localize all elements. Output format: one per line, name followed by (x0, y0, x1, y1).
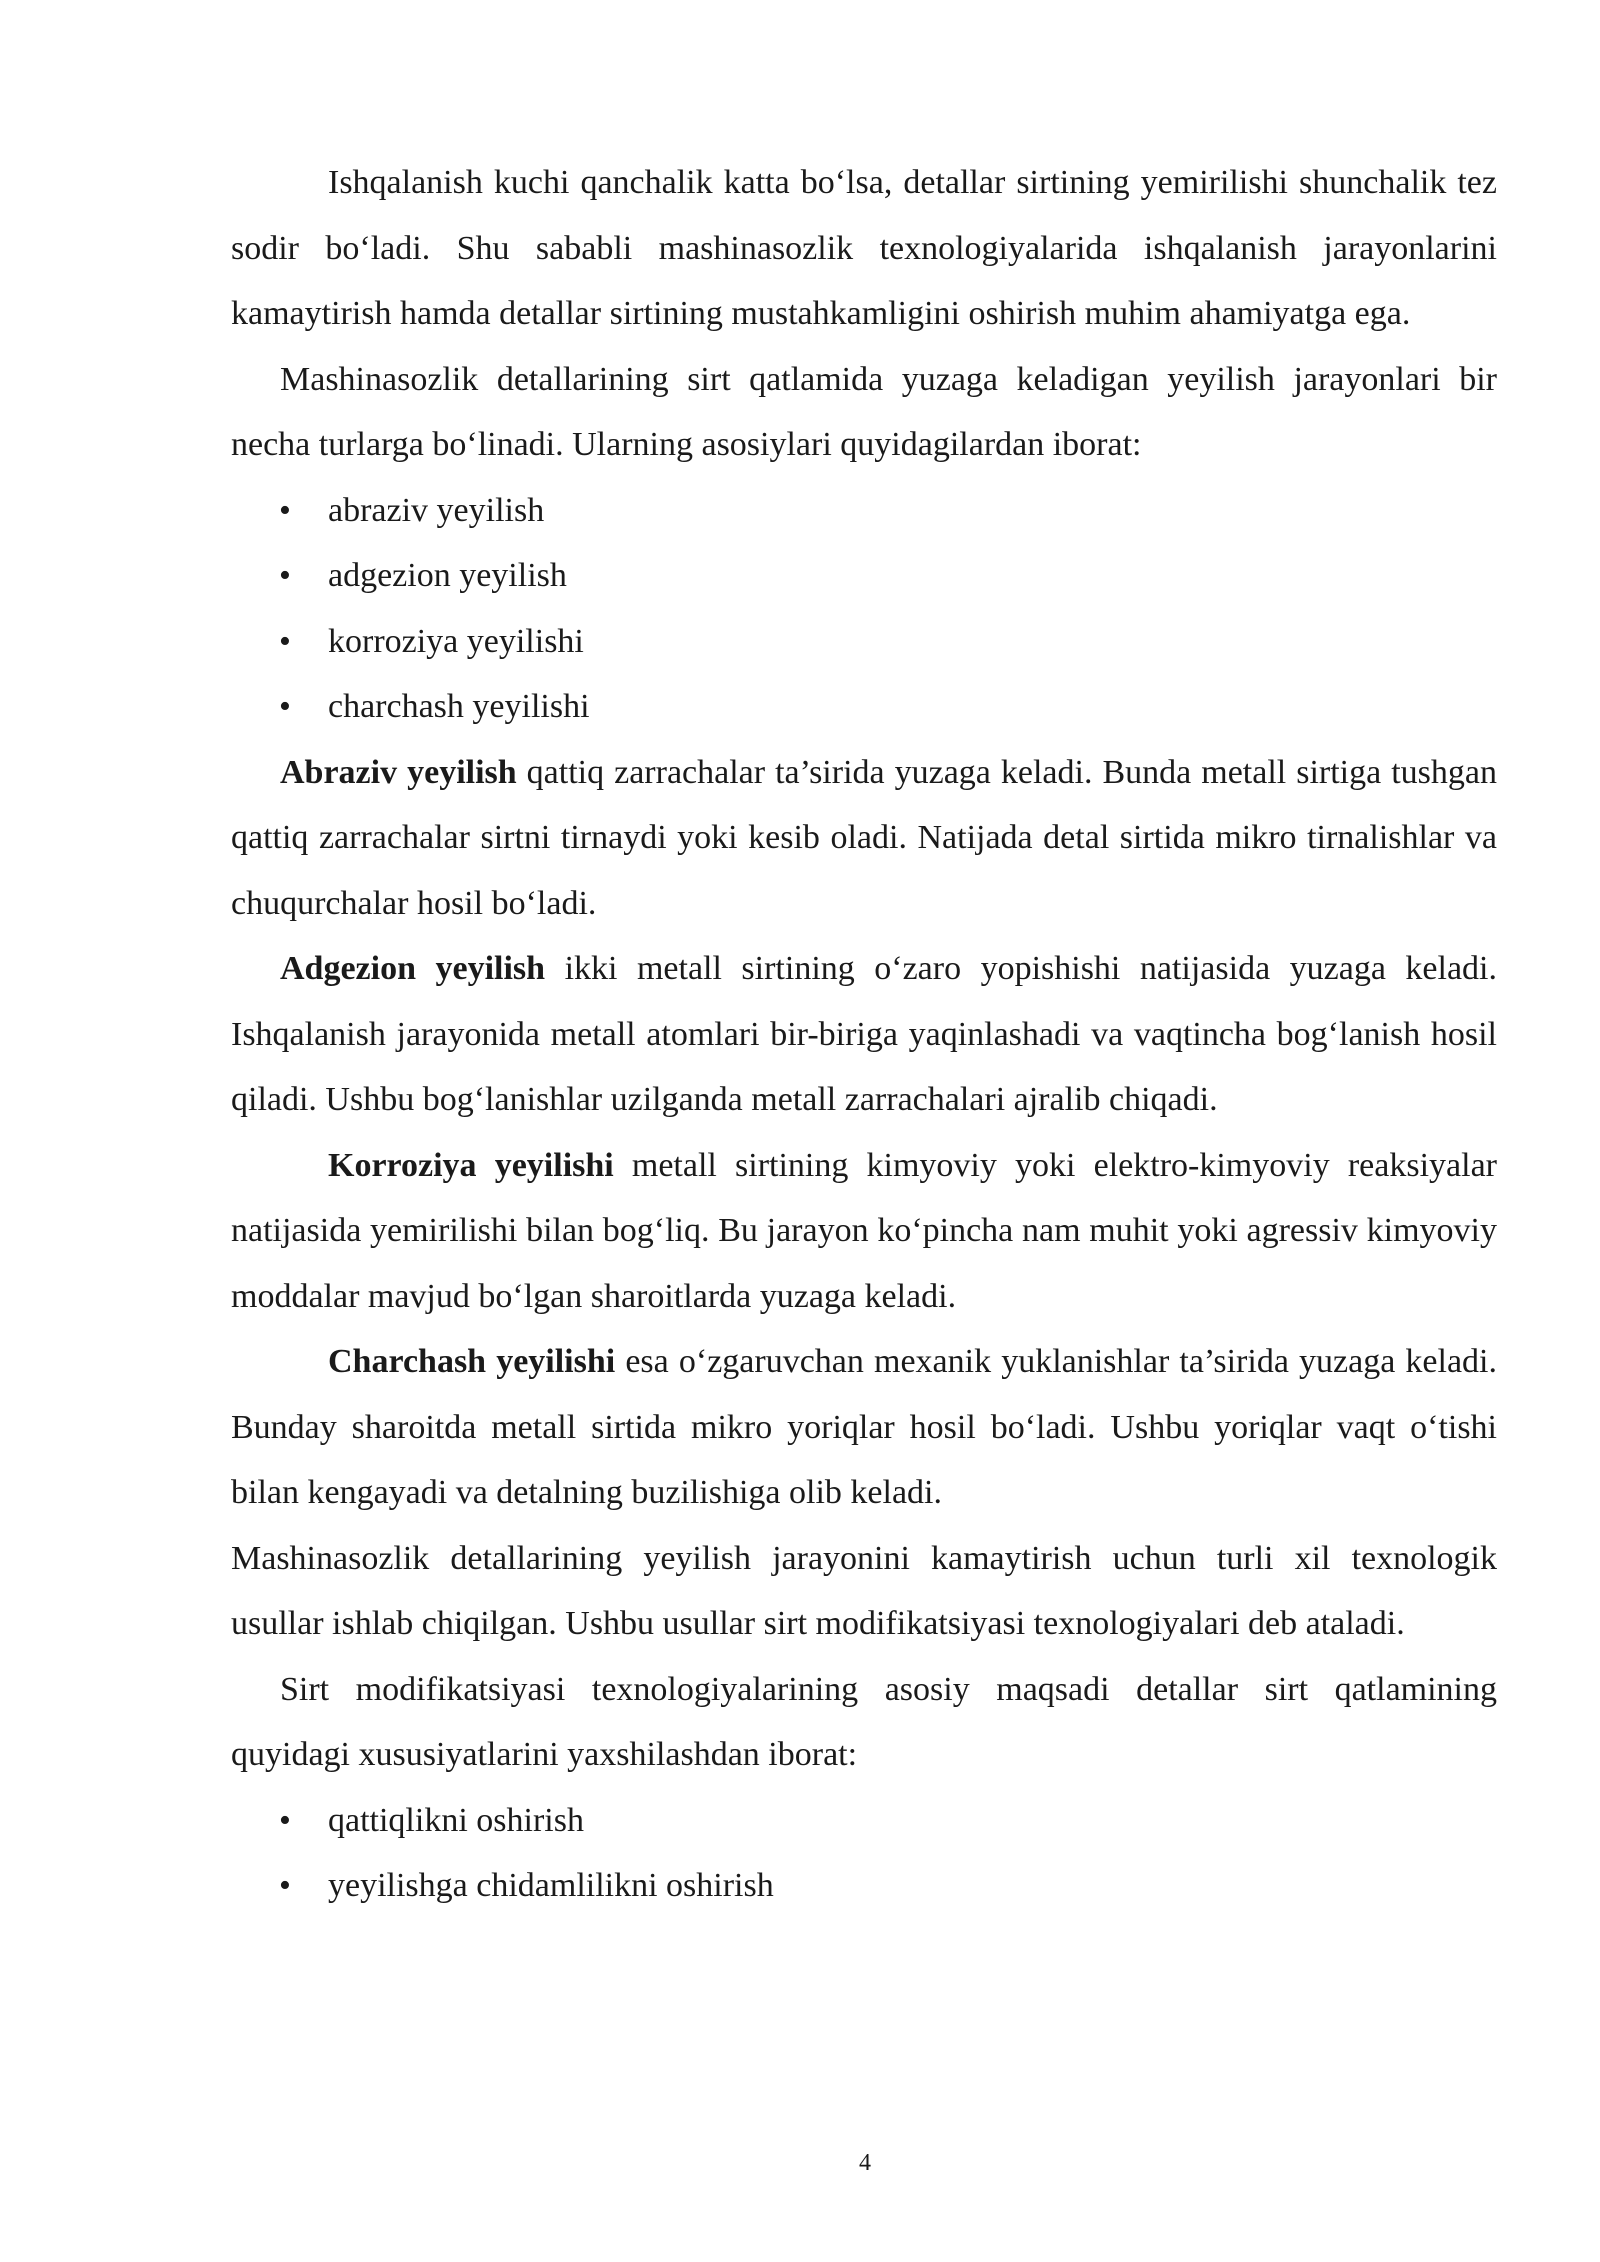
bullet-icon: • (279, 491, 291, 529)
bullet-icon: • (279, 1801, 291, 1839)
definition-fatigue-wear: esa o‘zgaruvchan mexanik yuklanishlar ta’sirida yuzaga keladi. Bunday sharoitda metall sirtida mikro yoriqlar hosil bo‘ladi. Ushbu yoriqlar vaqt o‘tishi bilan kengayadi va detalning buzilishiga olib keladi. (231, 1343, 1497, 1511)
list-item (231, 1853, 1497, 1919)
list-item-text: abraziv yeyilish (328, 491, 545, 529)
wear-types-list (231, 478, 1497, 740)
bullet-icon: • (279, 688, 291, 725)
paragraph-adhesive-wear (231, 936, 1497, 1133)
paragraph-corrosion-wear (231, 1133, 1497, 1330)
paragraph-abrasive-wear (231, 740, 1497, 937)
term-abrasive-wear: Abraziv yeyilish (280, 753, 517, 791)
page-number: 4 (859, 2150, 871, 2176)
paragraph-surface-modification: Mashinasozlik detallarining yeyilish jarayonini kamaytirish uchun turli xil texnologik usullar ishlab chiqilgan. Ushbu usullar sirt modifikatsiyasi texnologiyalari deb ataladi. (231, 1539, 1497, 1642)
bullet-icon: • (279, 622, 291, 660)
bullet-icon: • (279, 1867, 291, 1904)
list-item-text: adgezion yeyilish (328, 557, 567, 594)
definition-adhesive-wear: ikki metall sirtining o‘zaro yopishishi natijasida yuzaga keladi. Ishqalanish jarayonida metall atomlari bir-biriga yaqinlashadi va vaqtincha bog‘lanish hosil qiladi. Ushbu bog‘lanishlar uzilganda metall zarrachalari ajralib chiqadi. (231, 950, 1497, 1118)
term-corrosion-wear: Korroziya yeyilishi (328, 1146, 614, 1184)
properties-list (231, 1788, 1497, 1919)
bullet-icon: • (279, 557, 291, 594)
paragraph-friction: Ishqalanish kuchi qanchalik katta bo‘lsa, detallar sirtining yemirilishi shunchalik tez sodir bo‘ladi. Shu sababli mashinasozlik texnologiyalarida ishqalanish jarayonlarini kamaytirish hamda detallar sirtining mustahkamligini oshirish muhim ahamiyatga ega. (231, 164, 1497, 332)
list-item (231, 1788, 1497, 1854)
term-adhesive-wear: Adgezion yeyilish (280, 950, 546, 987)
list-item (231, 674, 1497, 740)
list-item-text: yeyilishga chidamlilikni oshirish (328, 1867, 774, 1904)
list-item-text: qattiqlikni oshirish (328, 1801, 584, 1839)
term-fatigue-wear: Charchash yeyilishi (328, 1343, 616, 1380)
list-item (231, 609, 1497, 675)
paragraph-fatigue-wear (231, 1329, 1497, 1526)
definition-corrosion-wear: metall sirtining kimyoviy yoki elektro-kimyoviy reaksiyalar natijasida yemirilishi bilan bog‘liq. Bu jarayon ko‘pincha nam muhit yoki agressiv kimyoviy moddalar mavjud bo‘lgan sharoitlarda yuzaga keladi. (231, 1146, 1497, 1315)
list-item-text: charchash yeyilishi (328, 688, 590, 725)
list-item-text: korroziya yeyilishi (328, 622, 584, 660)
list-item (231, 543, 1497, 609)
paragraph-wear-intro: Mashinasozlik detallarining sirt qatlamida yuzaga keladigan yeyilish jarayonlari bir necha turlarga bo‘linadi. Ularning asosiylari quyidagilardan iborat: (231, 360, 1497, 463)
list-item (231, 478, 1497, 544)
definition-abrasive-wear: qattiq zarrachalar ta’sirida yuzaga keladi. Bunda metall sirtiga tushgan qattiq zarrachalar sirtni tirnaydi yoki kesib oladi. Natijada detal sirtida mikro tirnalishlar va chuqurchalar hosil bo‘ladi. (231, 753, 1497, 922)
document-body (231, 150, 1497, 1919)
paragraph-modification-goal: Sirt modifikatsiyasi texnologiyalarining asosiy maqsadi detallar sirt qatlamining quyidagi xususiyatlarini yaxshilashdan iborat: (231, 1670, 1497, 1773)
